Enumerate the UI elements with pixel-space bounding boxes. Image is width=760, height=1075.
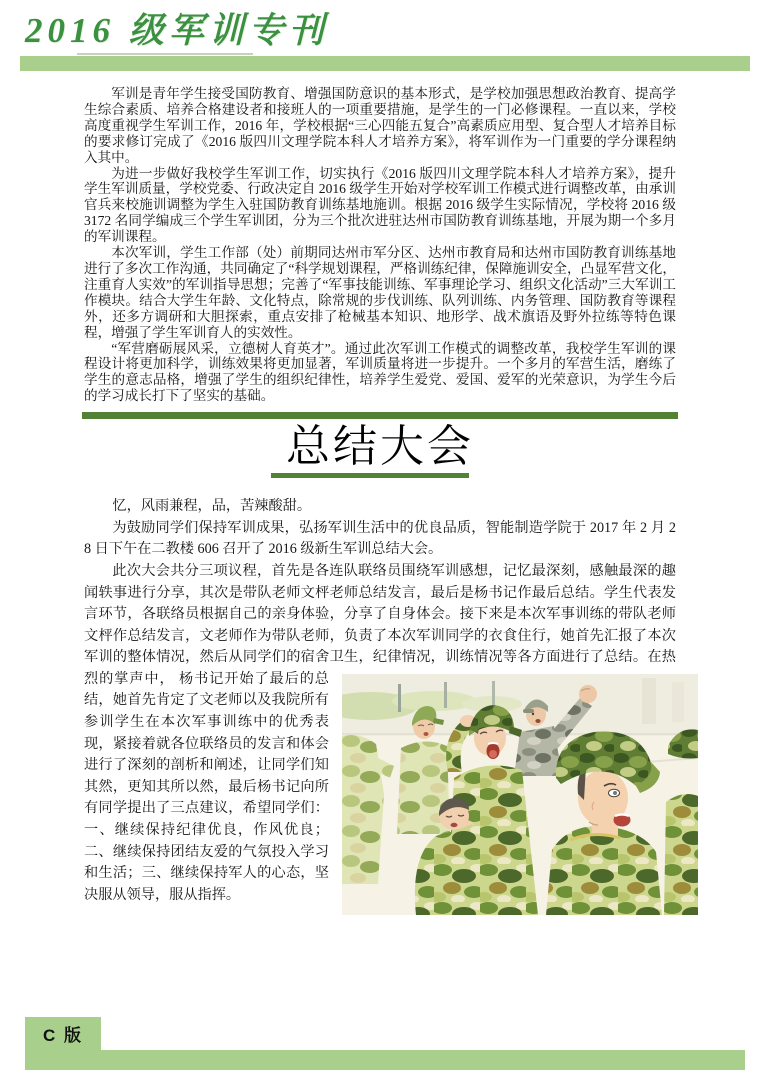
- section-title: 总结大会: [286, 422, 474, 472]
- summary-paragraph-3-text-a: 此次大会共分三项议程，首先是各连队联络员围绕军训感想，记忆最深刻，感触最深的趣闻轶事进行分享，其次是带队老师文枰老师总结发言，最后是杨书记作最后总结。学生代表发言环节，各联络员根据自己的亲身体验，分享了自身体会。接下来是本次军事训练的带队老师文枰作总结发言，文老师作为带队老师，负责了本次军训同学的衣食住行，她首先汇报了本次军训的整体情况，然后从同学们的宿舍卫生，纪律情况，训练情况等各方面进行了总结。在热烈的掌声中，: [84, 562, 676, 687]
- masthead: [25, 8, 329, 58]
- intro-paragraph-1: 军训是青年学生接受国防教育、增强国防意识的基本形式，是学校加强思想政治教育、提高学生综合素质、培养合格建设者和接班人的一项重要措施，是学生的一门必修课程。一直以来，学校高度重视学生军训工作，2016 年，学校根据“三心四能五复合”高素质应用型、复合型人才培养目标的要求修订完成了《2016 版四川文理学院本科人才培养方案》，将军训作为一门重要的学分课程纳入其中。: [84, 86, 676, 165]
- masthead-title: 2016 级军训专刊: [25, 11, 329, 50]
- summary-paragraph-3-text-b: 杨书记开始了最后的总结，她首先肯定了文老师以及我院所有参训学生在本次军事训练中的优秀表现，紧接着就各位联络员的发言和体会进行了深刻的剖析和阐述，让同学们知其然，更知其所以然，最后杨书记向所有同学提出了三点建议，希望同学们：一、继续保持纪律优良，作风优良；二、继续保持团结友爱的气氛投入学习和生活；三、继续保持军人的心态，坚决服从领导，服从指挥。: [84, 670, 329, 903]
- intro-paragraph-2: 为进一步做好我校学生军训工作，切实执行《2016 版四川文理学院本科人才培养方案》，提升学生军训质量，学校党委、行政决定自 2016 级学生开始对学校军训工作模式进行调整改革，由承训官兵来校施训调整为学生入驻国防教育训练基地施训。根据 2016 级学生实际情况，学校将 2016 级 3172 名同学编成三个学生军训团，分为三个批次进驻达州市国防教育训练基地，开展为期一个多月的军训课程。: [84, 165, 676, 245]
- edition-tab: [25, 1017, 101, 1050]
- summary-paragraph-1: 忆，风雨兼程，品，苦辣酸甜。: [112, 498, 312, 515]
- page-body: [84, 86, 676, 917]
- section-divider-bar: [82, 412, 678, 419]
- intro-section: [84, 86, 676, 404]
- summary-section: [84, 496, 676, 906]
- section-title-underline: [271, 473, 469, 478]
- header-green-banner: [20, 56, 750, 71]
- footer-green-bar: [25, 1050, 745, 1070]
- intro-paragraph-4: “军营磨砺展风采，立德树人育英才”。通过此次军训工作模式的调整改革，我校学生军训的课程设计将更加科学，训练效果将更加显著，军训质量将进一步提升。一个多月的军营生活，磨练了学生的意志品格，增强了学生的组织纪律性，培养学生爱党、爱国、爱军的光荣意识，为学生今后的学习成长打下了坚实的基础。: [84, 340, 676, 404]
- masthead-underline: [77, 53, 253, 55]
- training-illustration-svg: [342, 674, 698, 915]
- edition-label: C 版: [43, 1026, 83, 1045]
- section-title-row: [84, 421, 676, 478]
- summary-paragraph-3: [84, 561, 676, 907]
- intro-paragraph-3: 本次军训，学生工作部（处）前期同达州市军分区、达州市教育局和达州市国防教育训练基地进行了多次工作沟通，共同确定了“科学规划课程，严格训练纪律，保障施训安全，凸显军营文化，注重育人实效”的军训指导思想；完善了“军事技能训练、军事理论学习、组织文化活动”三大军训工作模块。结合大学生年龄、文化特点，除常规的步伐训练、队列训练、内务管理、国防教育等课程外，还多方调研和大胆探索，重点安排了枪械基本知识、地形学、战术旗语及野外拉练等特色课程，增强了学生军训育人的实效性。: [84, 245, 676, 340]
- summary-paragraph-2: 为鼓励同学们保持军训成果，弘扬军训生活中的优良品质，智能制造学院于 2017 年 2 月 28 日下午在二教楼 606 召开了 2016 级新生军训总结大会。: [84, 519, 676, 558]
- training-illustration: [342, 674, 698, 915]
